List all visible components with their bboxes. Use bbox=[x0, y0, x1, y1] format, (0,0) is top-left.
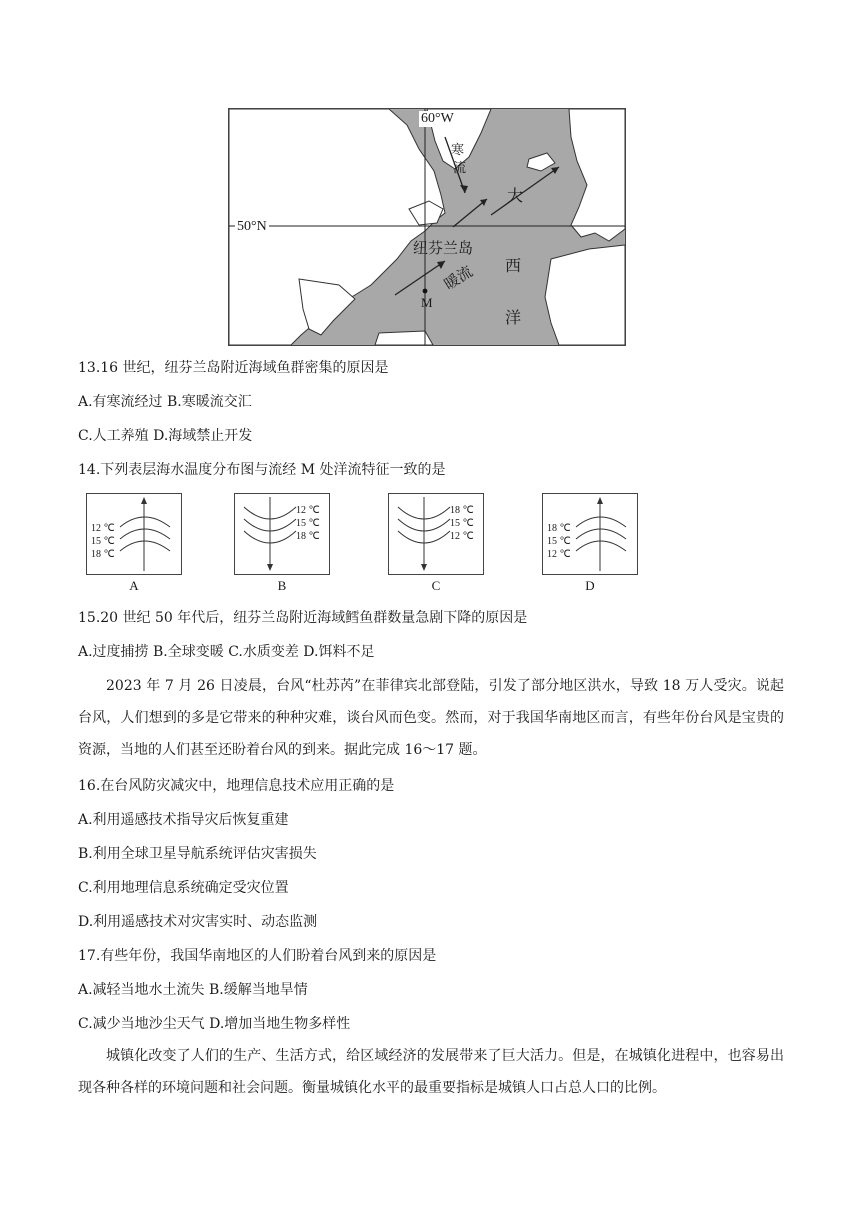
africa-land bbox=[545, 245, 625, 345]
diagram-d-temp-1: 18 ℃ bbox=[547, 523, 571, 534]
iceland-land bbox=[527, 153, 555, 171]
diagram-c-temp-3: 12 ℃ bbox=[450, 531, 474, 542]
europe-land bbox=[569, 109, 625, 241]
cold-current-label-2: 流 bbox=[453, 161, 467, 176]
north-atlantic-drift-arrow bbox=[491, 167, 559, 215]
isotherm-diagram-a bbox=[86, 493, 182, 575]
q15-options: A.过度捕捞 B.全球变暖 C.水质变差 D.饵料不足 bbox=[78, 644, 375, 660]
island-label: 纽芬兰岛 bbox=[413, 239, 474, 257]
diagram-c-temp-2: 15 ℃ bbox=[450, 518, 474, 529]
diagram-d-temp-2: 15 ℃ bbox=[547, 536, 571, 547]
q16-stem: 16.在台风防灾减灾中，地理信息技术应用正确的是 bbox=[78, 778, 395, 794]
warm-current-arrow-1 bbox=[395, 261, 445, 295]
q16-option-b: B.利用全球卫星导航系统评估灾害损失 bbox=[78, 846, 317, 862]
ocean-label-2: 西 bbox=[505, 256, 522, 275]
isotherm-diagram-d bbox=[542, 493, 638, 575]
q17-options-ab: A.减轻当地水土流失 B.缓解当地旱情 bbox=[78, 982, 308, 998]
cold-current-label-1: 寒 bbox=[451, 143, 465, 158]
diagram-c-temp-1: 18 ℃ bbox=[450, 505, 474, 516]
south-america-land bbox=[375, 331, 433, 345]
diagram-b-temp-2: 15 ℃ bbox=[296, 518, 320, 529]
q15-stem: 15.20 世纪 50 年代后，纽芬兰岛附近海域鳕鱼群数量急剧下降的原因是 bbox=[78, 610, 528, 626]
isotherm-diagram-b bbox=[234, 493, 330, 575]
q16-option-c: C.利用地理信息系统确定受灾位置 bbox=[78, 880, 289, 896]
diagram-a-temp-3: 18 ℃ bbox=[91, 549, 115, 560]
warm-current-label: 暖流 bbox=[440, 262, 476, 294]
q16-option-d: D.利用遥感技术对灾害实时、动态监测 bbox=[78, 914, 318, 930]
diagram-b-temp-3: 18 ℃ bbox=[296, 531, 320, 542]
typhoon-passage: 2023 年 7 月 26 日凌晨，台风“杜苏芮”在菲律宾北部登陆，引发了部分地区洪水，导致 18 万人受灾。说起台风，人们想到的多是它带来的种种灾难，谈台风而色变。然而，对于我国华南地区而言，有些年份台风是宝贵的资源，当地的人们甚至还盼着台风的到来。据此完成 16～17 题。 bbox=[78, 678, 784, 758]
longitude-label: 60°W bbox=[421, 111, 454, 126]
q14-stem: 14.下列表层海水温度分布图与流经 M 处洋流特征一致的是 bbox=[78, 462, 446, 478]
isotherm-diagram-c bbox=[388, 493, 484, 575]
diagram-c-label: C bbox=[431, 578, 441, 593]
q13-options-ab: A.有寒流经过 B.寒暖流交汇 bbox=[78, 394, 252, 410]
q13-options-cd: C.人工养殖 D.海域禁止开发 bbox=[78, 428, 253, 444]
diagram-a-label: A bbox=[129, 578, 139, 593]
point-m-label: M bbox=[421, 295, 433, 310]
diagram-b-temp-1: 12 ℃ bbox=[296, 505, 320, 516]
warm-current-arrow-2 bbox=[453, 199, 487, 227]
point-m-dot bbox=[423, 289, 428, 294]
q16-option-a: A.利用遥感技术指导灾后恢复重建 bbox=[78, 812, 289, 828]
q17-stem: 17.有些年份，我国华南地区的人们盼着台风到来的原因是 bbox=[78, 948, 437, 964]
urbanization-passage: 城镇化改变了人们的生产、生活方式，给区域经济的发展带来了巨大活力。但是，在城镇化进程中，也容易出现各种各样的环境问题和社会问题。衡量城镇化水平的最重要指标是城镇人口占总人口的比例。 bbox=[78, 1048, 784, 1096]
ocean-label-1: 大 bbox=[507, 186, 524, 205]
diagram-b-label: B bbox=[277, 578, 287, 593]
diagram-d-label: D bbox=[585, 578, 595, 593]
diagram-a-temp-2: 15 ℃ bbox=[91, 536, 115, 547]
diagram-d-temp-3: 12 ℃ bbox=[547, 549, 571, 560]
latitude-label: 50°N bbox=[237, 219, 267, 234]
ocean-label-3: 洋 bbox=[505, 308, 522, 327]
q13-stem: 13.16 世纪，纽芬兰岛附近海域鱼群密集的原因是 bbox=[78, 360, 389, 376]
diagram-a-temp-1: 12 ℃ bbox=[91, 523, 115, 534]
q17-options-cd: C.减少当地沙尘天气 D.增加当地生物多样性 bbox=[78, 1016, 351, 1032]
north-atlantic-map bbox=[228, 108, 626, 346]
